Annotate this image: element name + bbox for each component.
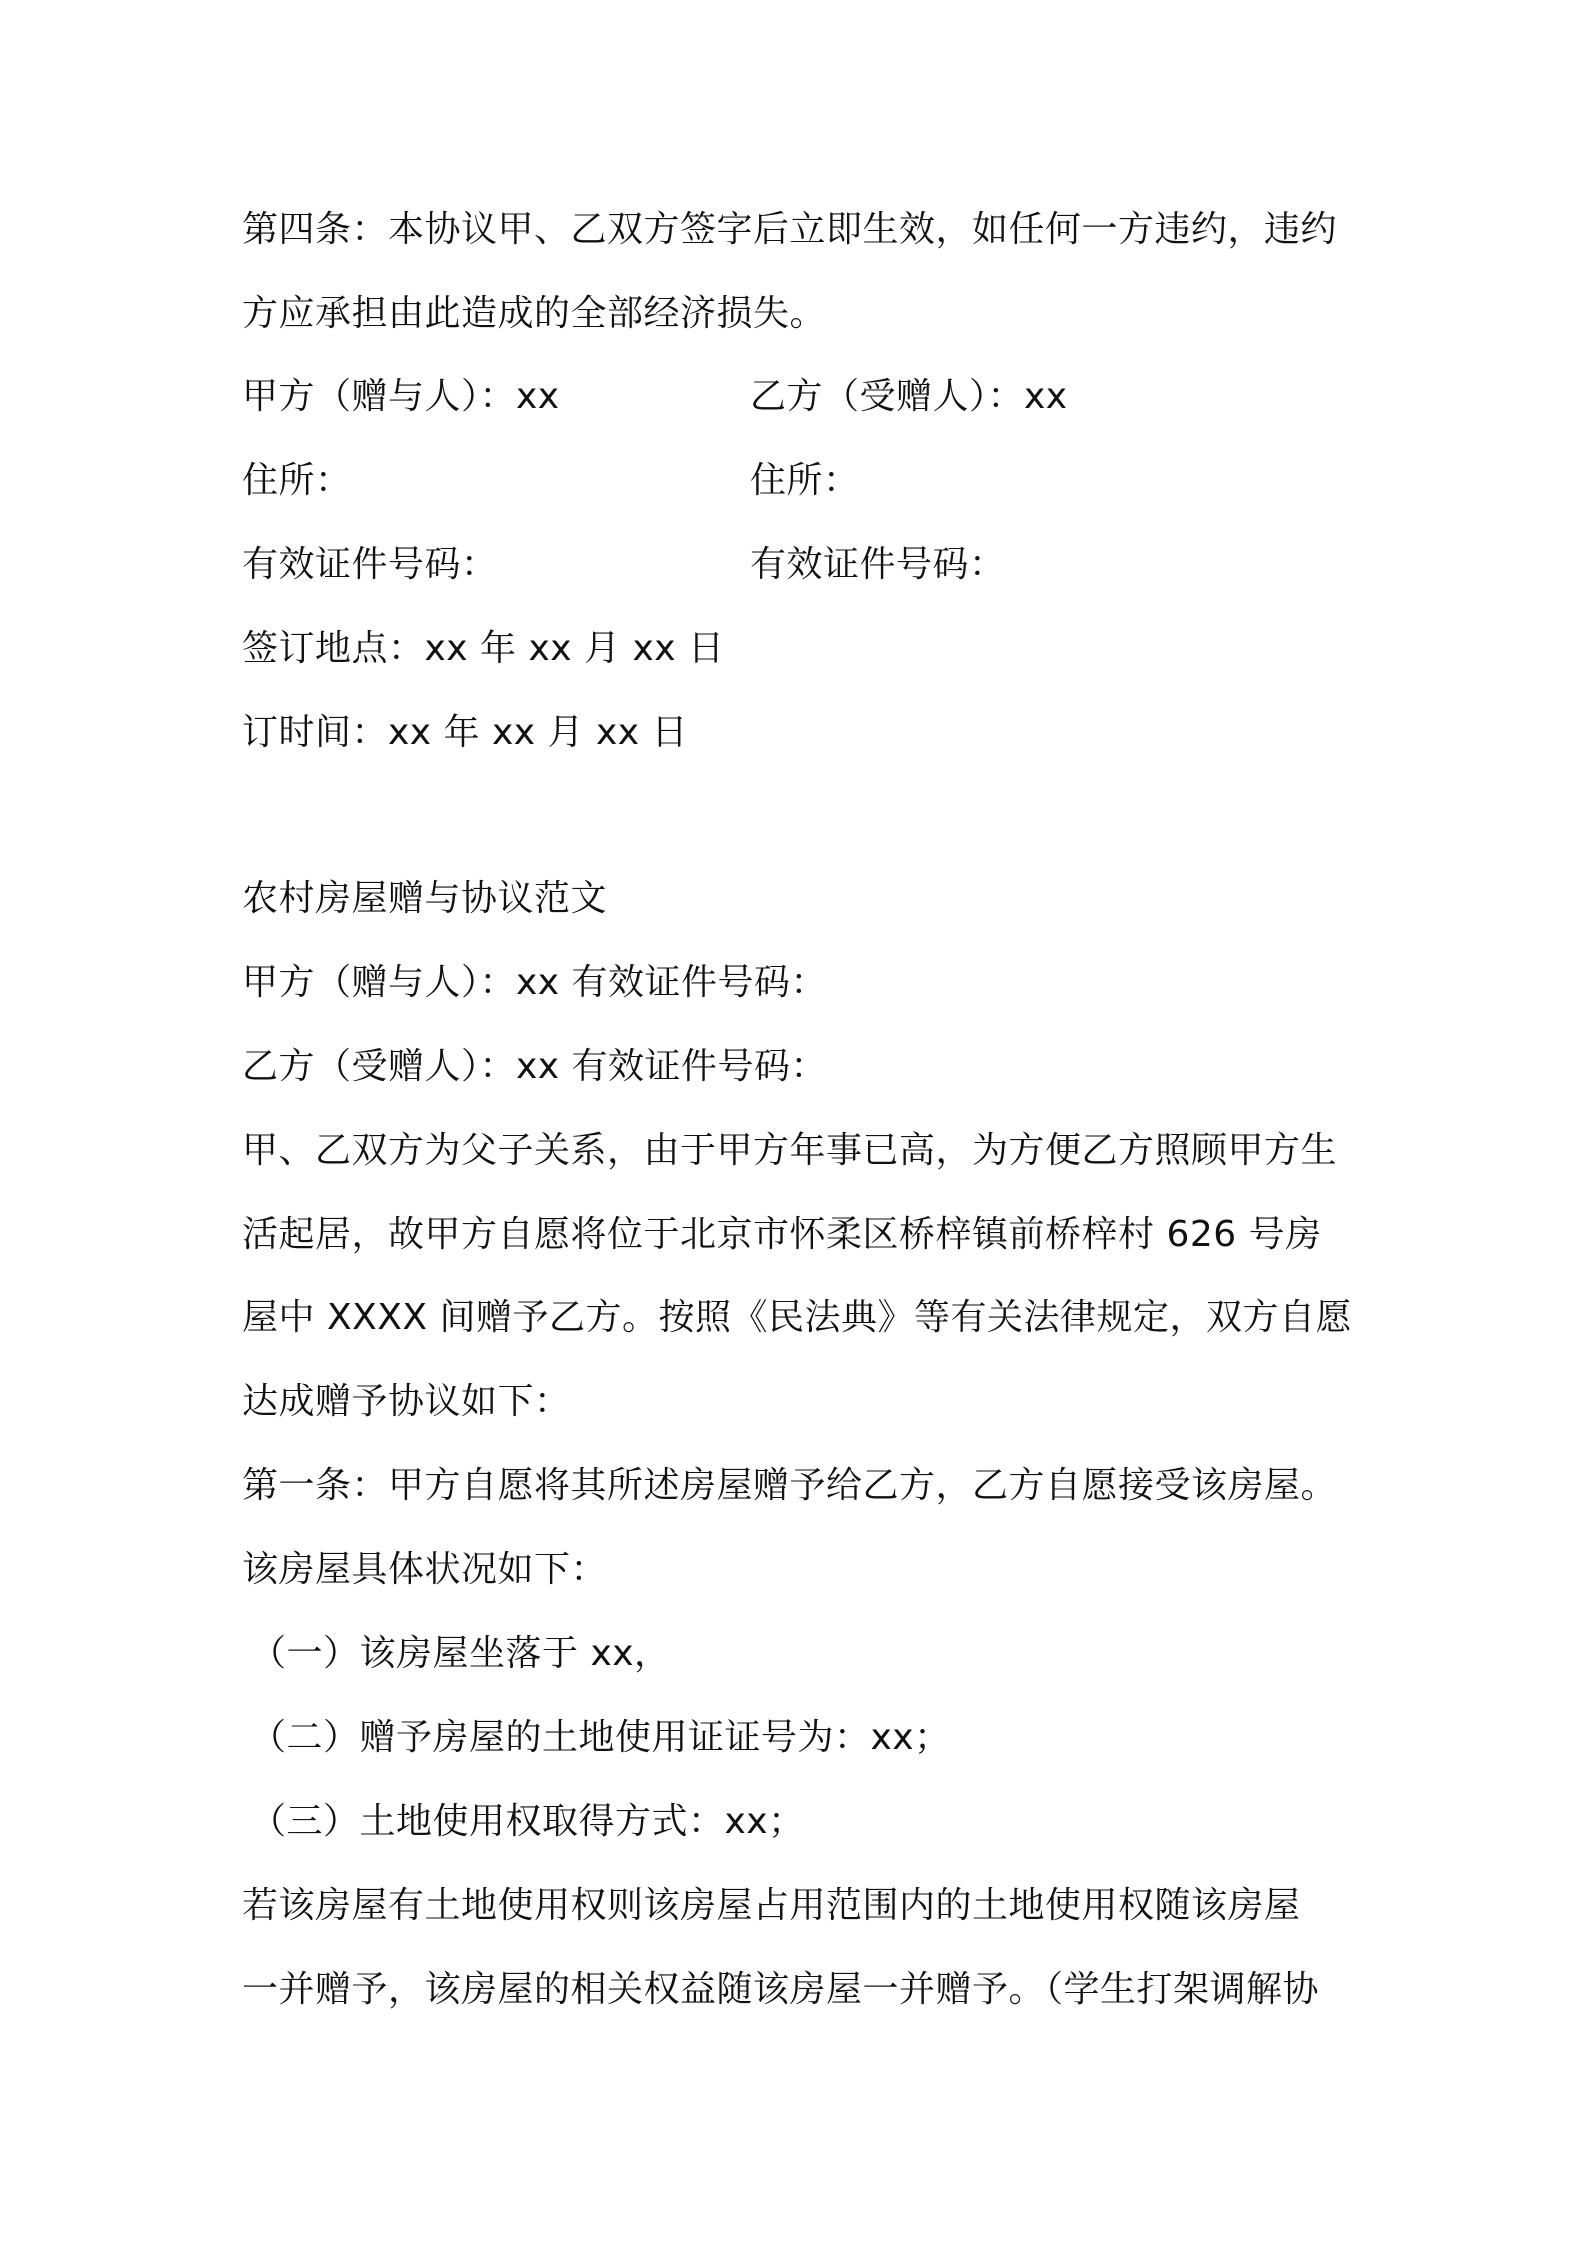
tail-line-2: 一并赠予，该房屋的相关权益随该房屋一并赠予。（学生打架调解协 bbox=[242, 1969, 1320, 2010]
detail-item-1: （一）该房屋坐落于 xx， bbox=[250, 1633, 671, 1674]
intro-line-1: 甲、乙双方为父子关系，由于甲方年事已高，为方便乙方照顾甲方生 bbox=[242, 1130, 1338, 1171]
article1: 第一条：甲方自愿将其所述房屋赠予给乙方，乙方自愿接受该房屋。 bbox=[242, 1465, 1338, 1506]
party-a-id: 有效证件号码： bbox=[242, 544, 498, 585]
intro-line-3: 屋中 XXXX 间赠予乙方。按照《民法典》等有关法律规定，双方自愿 bbox=[242, 1297, 1353, 1338]
intro-line-2: 活起居，故甲方自愿将位于北京市怀柔区桥梓镇前桥梓村 626 号房 bbox=[242, 1214, 1322, 1255]
sample-title: 农村房屋赠与协议范文 bbox=[242, 878, 608, 919]
party-b-id: 有效证件号码： bbox=[750, 544, 1006, 585]
detail-item-3: （三）土地使用权取得方式：xx； bbox=[250, 1801, 805, 1842]
party-b-label: 乙方（受赠人）：xx bbox=[750, 376, 1068, 417]
sample-party-b: 乙方（受赠人）：xx 有效证件号码： bbox=[242, 1046, 828, 1087]
article4-line1: 第四条：本协议甲、乙双方签字后立即生效，如任何一方违约，违约 bbox=[242, 209, 1338, 250]
party-b-address: 住所： bbox=[750, 460, 860, 501]
party-a-label: 甲方（赠与人）：xx bbox=[242, 376, 560, 417]
sign-place: 签订地点：xx 年 xx 月 xx 日 bbox=[242, 628, 725, 669]
article4-line2: 方应承担由此造成的全部经济损失。 bbox=[242, 293, 827, 334]
sign-time: 订时间：xx 年 xx 月 xx 日 bbox=[242, 712, 689, 753]
sample-party-a: 甲方（赠与人）：xx 有效证件号码： bbox=[242, 962, 828, 1003]
intro-line-4: 达成赠予协议如下： bbox=[242, 1381, 571, 1422]
detail-item-2: （二）赠予房屋的土地使用证证号为：xx； bbox=[250, 1717, 951, 1758]
party-a-address: 住所： bbox=[242, 460, 352, 501]
tail-line-1: 若该房屋有土地使用权则该房屋占用范围内的土地使用权随该房屋 bbox=[242, 1885, 1301, 1926]
details-intro: 该房屋具体状况如下： bbox=[242, 1549, 608, 1590]
